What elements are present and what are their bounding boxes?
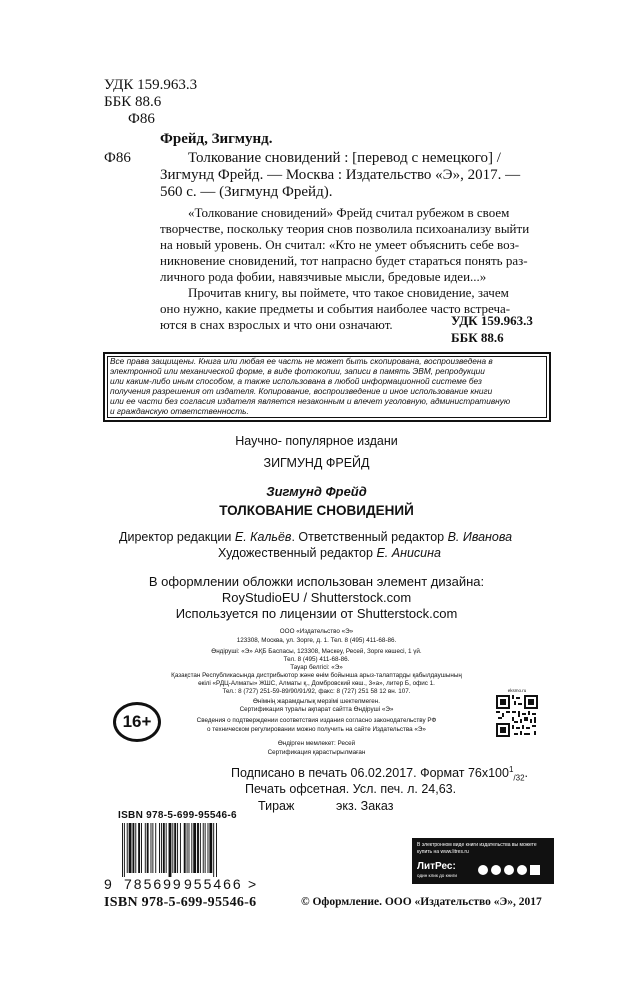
- copyright-line: получения разрешения от издателя. Копирование, воспроизведение и иное использование книги: [110, 386, 493, 396]
- desc-line-2: Зигмунд Фрейд. — Москва : Издательство «Э», 2017. —: [160, 167, 521, 183]
- barcode-bar: [174, 823, 176, 873]
- bbk-code: ББК 88.6: [104, 94, 162, 110]
- print-zakaz: экз. Заказ: [336, 799, 394, 813]
- barcode-bar: [132, 823, 134, 873]
- barcode-bar: [172, 823, 173, 873]
- kz-line: Сертификация туралы ақпарат сайтта Өндіруші «Э»: [239, 706, 394, 713]
- litres-banner[interactable]: [412, 838, 554, 884]
- barcode-bar: [197, 823, 199, 873]
- cert-line: о техническом регулировании можно получить на сайте Издательства «Э»: [207, 726, 426, 733]
- isbn-barcode: [120, 823, 247, 877]
- android-icon: [504, 865, 514, 875]
- barcode-bar: [208, 823, 209, 873]
- copyright-line: или каким-либо иным способом, а также использована в любой информационной системе без: [110, 376, 482, 386]
- kz-line: өкілі «РДЦ-Алматы» ЖШС, Алматы қ., Домбровский көш., 3«а», литер Б, офис 1.: [198, 680, 435, 687]
- udk-code: УДК 159.963.3: [104, 77, 198, 93]
- barcode-bar: [129, 823, 132, 873]
- print-sheets: Печать офсетная. Усл. печ. л. 24,63.: [245, 782, 457, 796]
- barcode-digits-group1: 785699: [124, 876, 183, 892]
- abstract-line: на новый уровень. Он считал: «Кто не умеет объяснить себе воз-: [160, 237, 520, 252]
- qr-code-icon: [496, 695, 538, 737]
- barcode-bar: [166, 823, 167, 873]
- barcode-bar: [213, 823, 214, 877]
- desc-line-3: 560 с. — (Зигмунд Фрейд).: [160, 184, 333, 200]
- barcode-bar: [124, 823, 125, 877]
- director-name: Е. Кальёв: [234, 530, 292, 544]
- barcode-bar: [141, 823, 142, 873]
- barcode-bar: [161, 823, 162, 873]
- barcode-bar: [209, 823, 212, 873]
- barcode-bar: [205, 823, 206, 873]
- author-caps: ЗИГМУНД ФРЕЙД: [263, 456, 370, 470]
- barcode-bar: [122, 823, 123, 877]
- barcode-digit-first: 9: [104, 876, 114, 892]
- apple-icon: [491, 865, 501, 875]
- barcode-digits-group2: 955466: [184, 876, 243, 892]
- copyright-line: электронной или механической форме, в виде фотокопии, записи в память ЭВМ, репродукции: [110, 366, 485, 376]
- copyright-line: или ее части без согласия издателя является незаконным и влечет уголовную, административную: [110, 396, 511, 406]
- cover-credit-3: Используется по лицензии от Shutterstock.com: [175, 606, 458, 621]
- barcode-bar: [193, 823, 196, 873]
- litres-platform-icons: [478, 862, 548, 874]
- abstract-line: никновение сновидений, тот напрасно будет стараться понять раз-: [160, 253, 528, 268]
- resp-editor-name: В. Иванова: [447, 530, 513, 544]
- art-editor-label: Художественный редактор: [218, 546, 373, 560]
- editors-line: [119, 530, 512, 544]
- copyright-line: и гражданскую ответственность.: [110, 406, 249, 416]
- barcode-bar: [187, 823, 188, 873]
- age-rating-badge: [113, 702, 161, 742]
- barcode-bar: [163, 823, 165, 873]
- genre-label: Научно- популярное издани: [235, 434, 398, 448]
- print-signed: [231, 765, 528, 783]
- author-heading: Фрейд, Зигмунд.: [160, 131, 273, 147]
- abstract-line: «Толкование сновидений» Фрейд считал рубежом в своем: [188, 205, 510, 220]
- art-editor-name: Е. Анисина: [376, 546, 441, 560]
- barcode-bar: [127, 823, 128, 873]
- qr-caption: eksmo.ru: [507, 688, 527, 693]
- design-copyright: © Оформление. ООО «Издательство «Э», 2017: [301, 896, 542, 908]
- barcode-bar: [135, 823, 136, 873]
- kz-line: Тел.: 8 (727) 251-59-89/90/91/92, факс: 8 (727) 251 58 12 вн. 107.: [222, 688, 411, 695]
- copyright-line: Все права защищены. Книга или любая ее часть не может быть скопирована, воспроизведена в: [110, 356, 493, 366]
- barcode-bar: [191, 823, 192, 873]
- barcode-bar: [169, 823, 172, 877]
- qr-code[interactable]: [496, 688, 538, 740]
- director-label: Директор редакции: [119, 530, 232, 544]
- kz-line: Өндіруші: «Э» АҚБ Баспасы, 123308, Мәскеу, Ресей, Зорге көшесі, 1 үй.: [211, 648, 422, 655]
- format-sub: /32: [513, 773, 525, 783]
- barcode-bar: [184, 823, 186, 873]
- author-name: Зигмунд Фрейд: [266, 484, 367, 499]
- book-title: ТОЛКОВАНИЕ СНОВИДЕНИЙ: [219, 503, 414, 518]
- age-rating-text: 16+: [122, 712, 152, 731]
- barcode-bar: [147, 823, 149, 873]
- origin-line: Өндірген мемлекет: Ресей: [277, 740, 356, 747]
- barcode-bar: [203, 823, 204, 873]
- barcode-bar: [216, 823, 217, 877]
- cert-line: Сведения о подтверждении соответствия издания согласно законодательству РФ: [196, 717, 437, 724]
- ebook-icon: [478, 865, 488, 875]
- barcode-bar: [151, 823, 152, 873]
- format-tail: .: [524, 766, 529, 781]
- symbian-icon: [517, 865, 527, 875]
- desc-code: Ф86: [104, 150, 131, 166]
- litres-sub: один клик до книги: [417, 873, 457, 878]
- abstract-udk: УДК 159.963.3: [451, 313, 533, 328]
- resp-editor-label: . Ответственный редактор: [291, 530, 445, 544]
- kz-line: Өнімнің жарамдылық мерзімі шектелмеген.: [252, 698, 381, 705]
- barcode-bar: [200, 823, 201, 873]
- barcode-bar: [159, 823, 160, 873]
- barcode-bar: [177, 823, 178, 873]
- litres-line-2: купить на www.litres.ru: [417, 849, 469, 855]
- abstract-line: ются в снах взрослых и что они означают.: [160, 317, 393, 332]
- barcode-bar: [138, 823, 140, 873]
- windows-icon: [530, 865, 540, 875]
- barcode-bar: [145, 823, 146, 873]
- cover-credit-2: RoyStudioEU / Shutterstock.com: [221, 590, 412, 605]
- litres-line-1: В электронном виде книги издательства вы можете: [417, 842, 537, 848]
- kz-line: Тел. 8 (495) 411-68-86.: [283, 656, 350, 663]
- cover-credit-1: В оформлении обложки использован элемент дизайна:: [148, 574, 485, 589]
- litres-brand: ЛитРес:: [417, 861, 456, 872]
- barcode-arrow: >: [248, 876, 259, 892]
- kz-line: Тауар белгісі: «Э»: [290, 664, 343, 671]
- format-sup: 1: [508, 765, 514, 774]
- print-tirazh: Тираж: [258, 799, 295, 813]
- author-sign: Ф86: [128, 111, 155, 127]
- isbn-main: ISBN 978-5-699-95546-6: [104, 895, 257, 910]
- print-signed-text: Подписано в печать 06.02.2017. Формат 76x100: [231, 766, 509, 781]
- abstract-line: оно нужно, какие предметы и события наиболее часто встреча-: [160, 301, 511, 316]
- barcode-bar: [180, 823, 181, 873]
- kz-line: Қазақстан Республикасында дистрибьютор және өнім бойынша арыз-талаптарды қабылдаушының: [171, 672, 462, 679]
- abstract-line: личного рода фобии, навязчивые мысли, бредовые идеи...»: [160, 269, 487, 284]
- barcode-bar: [152, 823, 153, 873]
- publisher-name: ООО «Издательство «Э»: [279, 628, 354, 635]
- abstract-line: творчестве, поскольку теория снов позволила психоанализу выйти: [160, 221, 530, 236]
- barcode-bar: [155, 823, 156, 873]
- abstract-bbk: ББК 88.6: [451, 330, 504, 345]
- barcode-isbn-label: ISBN 978-5-699-95546-6: [118, 810, 237, 821]
- desc-line-1: Толкование сновидений : [перевод с немецкого] /: [188, 150, 501, 166]
- abstract-line: Прочитав книгу, вы поймете, что такое сновидение, зачем: [188, 285, 509, 300]
- origin-line: Сертификация қарастырылмаған: [267, 749, 366, 756]
- publisher-address: 123308, Москва, ул. Зорге, д. 1. Тел. 8 (495) 411-68-86.: [236, 637, 397, 644]
- art-editor-line: [218, 546, 441, 560]
- barcode-bar: [189, 823, 190, 873]
